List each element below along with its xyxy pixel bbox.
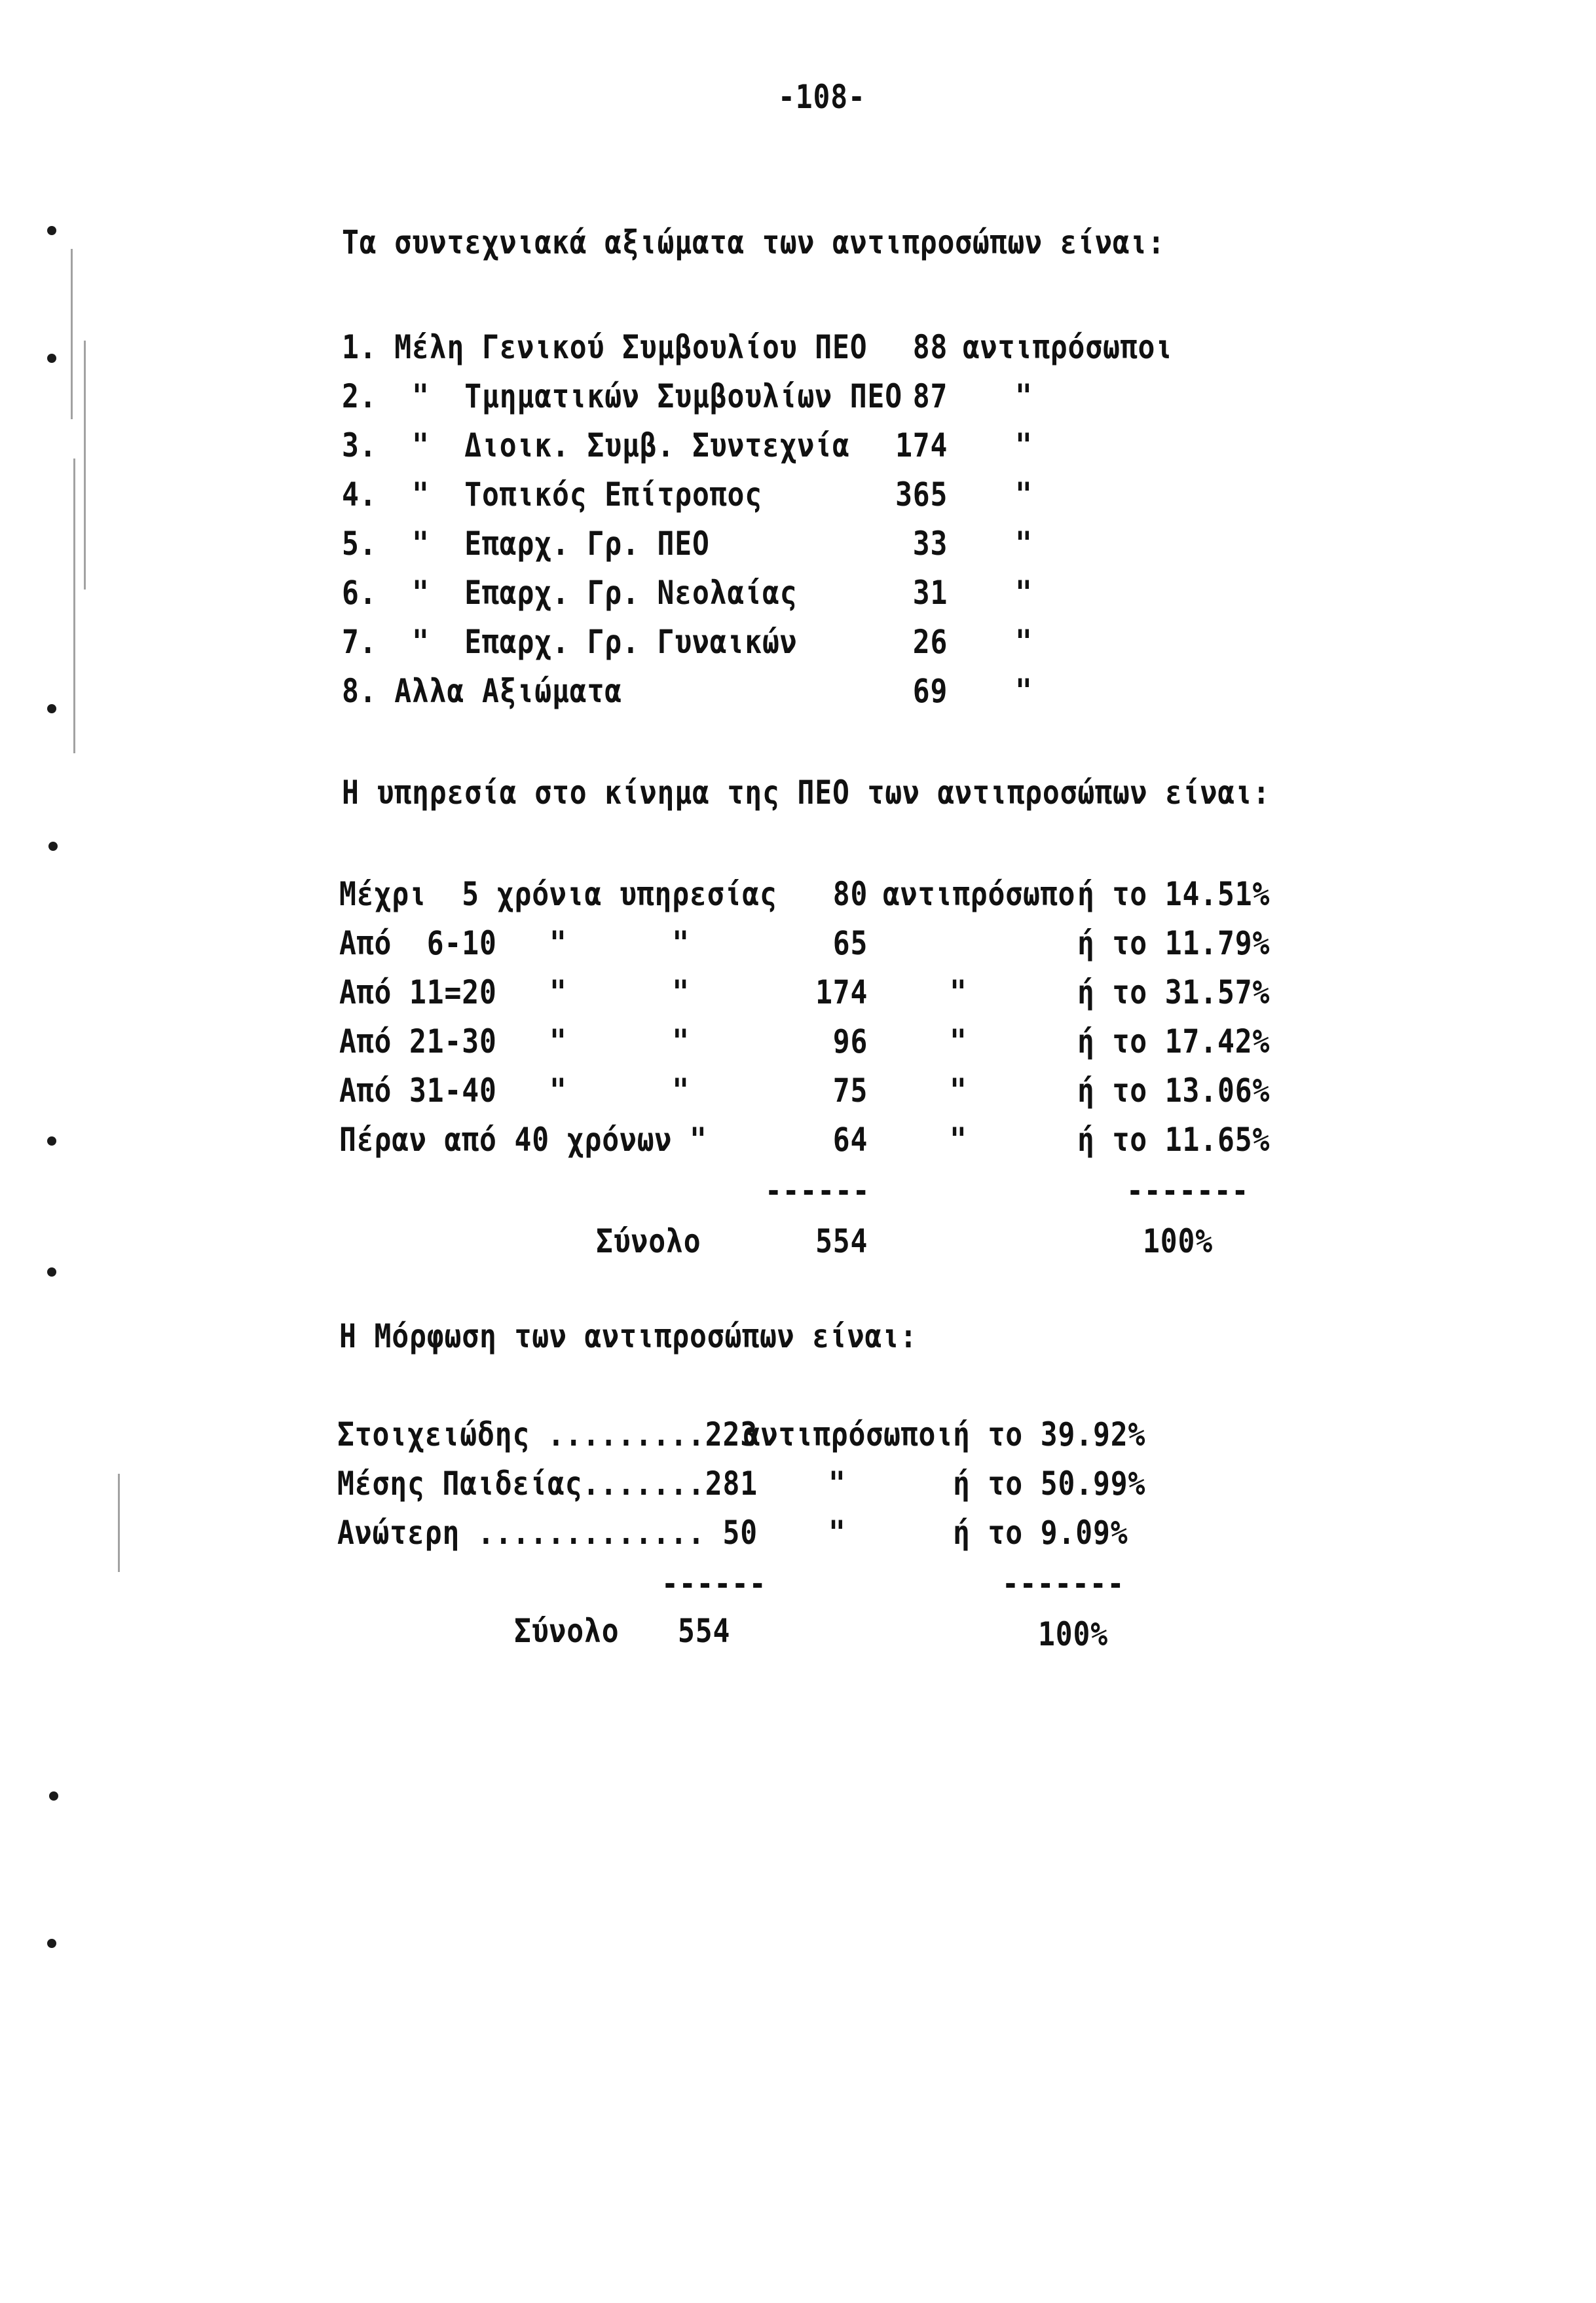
service-row-pct: ή το 11.79% <box>1077 924 1271 962</box>
office-row-unit: " <box>1015 623 1033 661</box>
office-row-label: 4. " Τοπικός Επίτροπος <box>342 476 762 514</box>
service-row-value: 65 <box>832 924 868 962</box>
service-row-pct: ή το 17.42% <box>1077 1022 1271 1060</box>
section3-heading: Η Μόρφωση των αντιπροσώπων είναι: <box>339 1317 918 1355</box>
service-row-unit: " <box>950 1121 967 1159</box>
margin-mark <box>47 704 56 713</box>
office-row-unit: " <box>1015 476 1033 514</box>
office-row-value: 88 <box>912 328 948 366</box>
office-row-value: 26 <box>912 623 948 661</box>
education-row-label: Μέσης Παιδείας.......281 <box>337 1465 758 1503</box>
service-row-label: Πέραν από 40 χρόνων " <box>339 1121 707 1159</box>
education-row-label: Ανώτερη ............. 50 <box>337 1514 758 1552</box>
margin-mark <box>47 354 56 363</box>
office-row-unit: " <box>1015 426 1033 464</box>
office-row-value: 31 <box>912 574 948 612</box>
education-row-pct: ή το 50.99% <box>953 1465 1146 1503</box>
margin-scan-line <box>71 249 73 419</box>
office-row-unit: " <box>1015 672 1033 710</box>
service-total-label: Σύνολο <box>596 1222 701 1260</box>
service-row-unit: " <box>950 1072 967 1110</box>
office-row-label: 8. Αλλα Αξιώματα <box>342 672 622 710</box>
education-row-unit: αντιπρόσωποι <box>743 1415 954 1453</box>
service-row-label: Μέχρι 5 χρόνια υπηρεσίας <box>339 875 777 913</box>
education-rule-pct: ------- <box>1002 1565 1125 1603</box>
service-row-label: Από 11=20 " " <box>339 973 690 1011</box>
margin-mark <box>47 1136 56 1146</box>
service-row-label: Από 31-40 " " <box>339 1072 690 1110</box>
education-row-unit: " <box>828 1514 846 1552</box>
office-row-value: 365 <box>895 476 948 514</box>
service-row-value: 80 <box>832 875 868 913</box>
education-row-unit: " <box>828 1465 846 1503</box>
office-row-value: 69 <box>912 672 948 710</box>
margin-mark <box>47 226 56 235</box>
service-row-label: Από 6-10 " " <box>339 924 690 962</box>
margin-mark <box>47 1939 56 1948</box>
office-row-label: 7. " Επαρχ. Γρ. Γυναικών <box>342 623 798 661</box>
office-row-unit: " <box>1015 377 1033 415</box>
office-row-value: 174 <box>895 426 948 464</box>
education-total-value: 554 <box>678 1612 731 1650</box>
service-row-label: Από 21-30 " " <box>339 1022 690 1060</box>
service-row-value: 174 <box>815 973 868 1011</box>
service-row-value: 96 <box>832 1022 868 1060</box>
education-rule-value: ------ <box>661 1565 767 1603</box>
margin-mark <box>47 1267 56 1277</box>
office-row-value: 33 <box>912 525 948 563</box>
office-row-unit: " <box>1015 525 1033 563</box>
service-row-pct: ή το 31.57% <box>1077 973 1271 1011</box>
margin-scan-line <box>84 341 86 590</box>
section2-heading: Η υπηρεσία στο κίνημα της ΠΕΟ των αντιπροσώπων είναι: <box>342 774 1271 812</box>
service-row-pct: ή το 13.06% <box>1077 1072 1271 1110</box>
margin-mark <box>49 1791 58 1801</box>
office-row-label: 3. " Διοικ. Συμβ. Συντεχνία <box>342 426 850 464</box>
service-rule-pct: ------- <box>1126 1172 1250 1210</box>
margin-scan-line <box>118 1474 120 1572</box>
margin-scan-line <box>73 459 75 753</box>
education-row-pct: ή το 9.09% <box>953 1514 1128 1552</box>
office-row-label: 2. " Τμηματικών Συμβουλίων ΠΕΟ <box>342 377 902 415</box>
service-row-pct: ή το 14.51% <box>1077 875 1271 913</box>
page-number: -108- <box>778 78 866 116</box>
service-row-value: 75 <box>832 1072 868 1110</box>
office-row-label: 5. " Επαρχ. Γρ. ΠΕΟ <box>342 525 710 563</box>
service-row-value: 64 <box>832 1121 868 1159</box>
service-row-pct: ή το 11.65% <box>1077 1121 1271 1159</box>
service-row-unit: " <box>950 1022 967 1060</box>
margin-mark <box>48 842 58 851</box>
office-row-unit: " <box>1015 574 1033 612</box>
education-row-label: Στοιχειώδης .........223 <box>337 1415 758 1453</box>
office-row-unit: αντιπρόσωποι <box>963 328 1173 366</box>
service-total-value: 554 <box>815 1222 868 1260</box>
office-row-value: 87 <box>912 377 948 415</box>
service-total-pct: 100% <box>1143 1222 1214 1260</box>
education-total-label: Σύνολο <box>514 1612 620 1650</box>
service-row-unit: αντιπρόσωπο <box>883 875 1076 913</box>
service-row-unit: " <box>950 973 967 1011</box>
section1-heading: Τα συντεχνιακά αξιώματα των αντιπροσώπων είναι: <box>342 223 1166 261</box>
office-row-label: 1. Μέλη Γενικού Συμβουλίου ΠΕΟ <box>342 328 868 366</box>
education-total-pct: 100% <box>1038 1615 1109 1653</box>
office-row-label: 6. " Επαρχ. Γρ. Νεολαίας <box>342 574 798 612</box>
education-row-pct: ή το 39.92% <box>953 1415 1146 1453</box>
service-rule-value: ------ <box>765 1172 870 1210</box>
